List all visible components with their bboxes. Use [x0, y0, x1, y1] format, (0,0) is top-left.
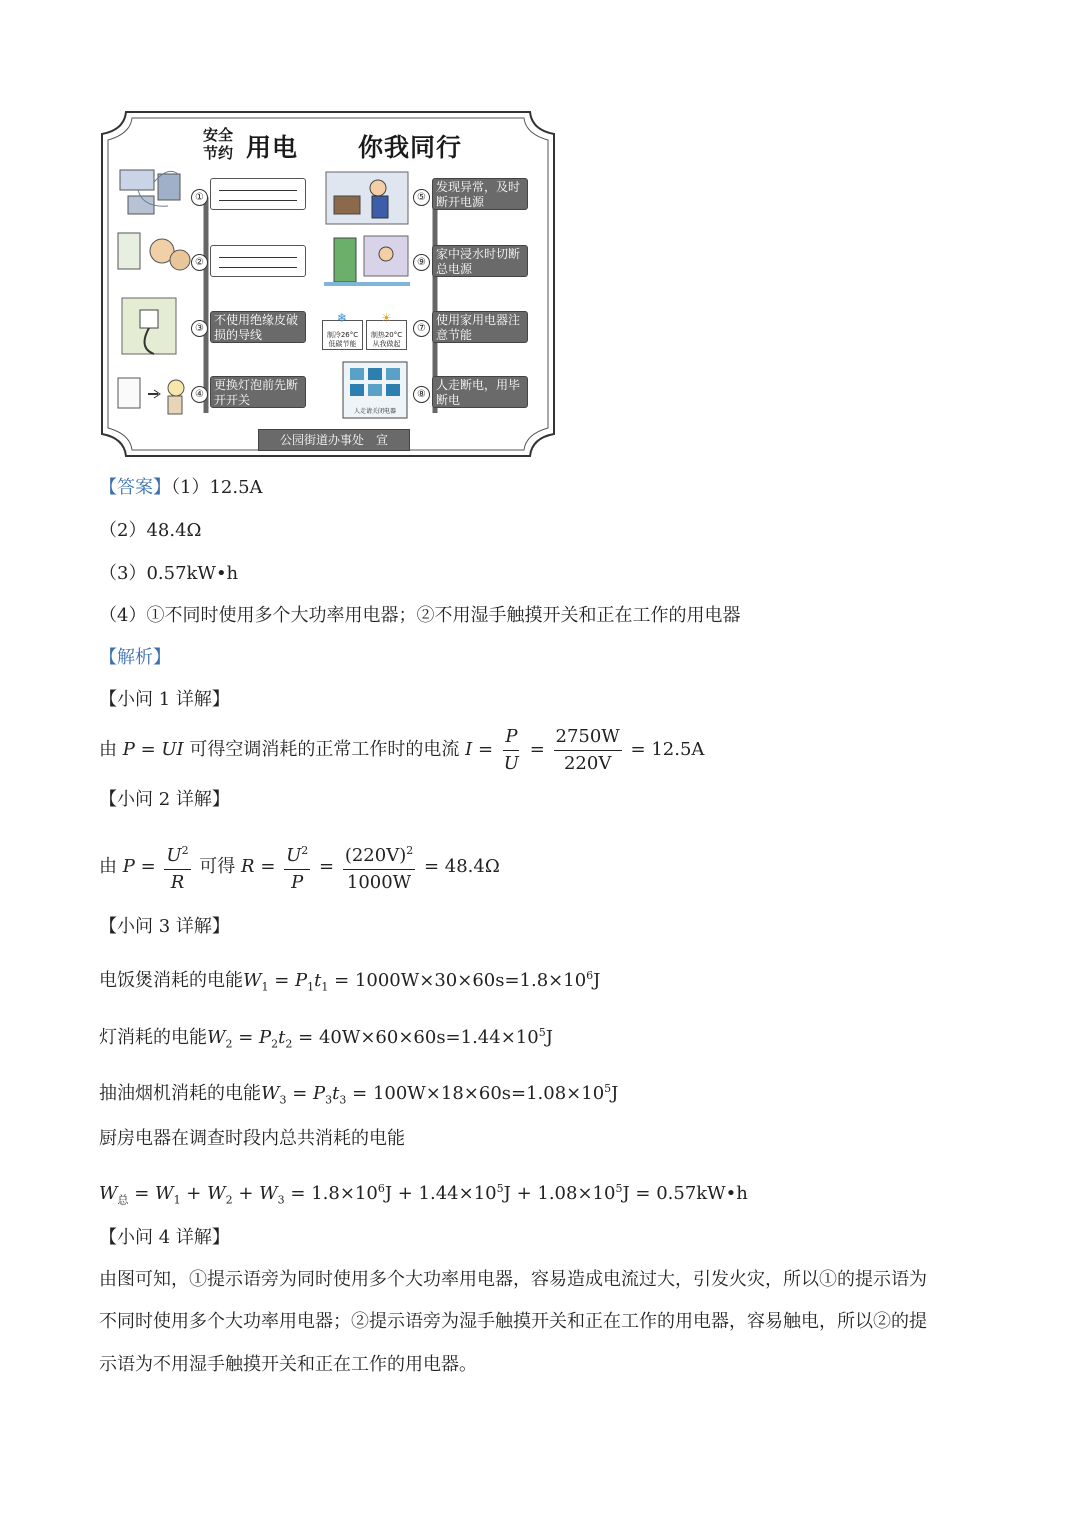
q1-heading: 【小问 1 详解】 — [99, 689, 230, 710]
q1-formula: 由 P = UI 可得空调消耗的正常工作时的电流 I = $\frac{P}{U}$ = $\frac{2750W}{220V}$ = 12.5A — [99, 725, 705, 774]
q3-total-formula: $W_总 = W_1 + W_2 + W_3 = 1.8\times 10^6J + 1.44\times 10^5J + 1.08\times 10^5J$ = 0.57kW•h — [99, 1182, 748, 1207]
tip-box-4: 更换灯泡前先断开开关 — [210, 376, 306, 408]
marker-5: ⑤ — [413, 189, 430, 206]
marker-1: ① — [191, 189, 208, 206]
answer-1: （1）12.5A — [171, 477, 263, 498]
title-jieyue: 节约 — [202, 144, 233, 162]
q4-paragraph-2: 不同时使用多个大功率用电器；②提示语旁为湿手触摸开关和正在工作的用电器，容易触电，所以②的提 — [99, 1311, 927, 1332]
poster-title-small — [198, 126, 238, 162]
poster-footer: 公园街道办事处 宣 — [258, 429, 410, 451]
ac-cool-label: ❄ 制冷26°C 低碳节能 — [322, 320, 363, 350]
poster-title-main: 你我同行 — [358, 133, 463, 162]
snowflake-icon: ❄ — [337, 311, 348, 325]
q4-heading: 【小问 4 详解】 — [99, 1227, 230, 1248]
marker-4: ④ — [191, 386, 208, 403]
marker-3: ③ — [191, 320, 208, 337]
marker-8: ⑧ — [413, 386, 430, 403]
marker-9: ⑨ — [413, 254, 430, 271]
tip-box-7: 使用家用电器注意节能 — [432, 311, 528, 343]
answer-label: 【答案】 — [99, 477, 171, 498]
title-anquan: 安全 — [202, 126, 233, 144]
q3-range-hood: 抽油烟机消耗的电能$W_3 = P_3t_3 = 100W\times 18\times 60s=1.08\times 10^5J$ — [99, 1082, 619, 1107]
q2-formula: 由 P = $\frac{U^2}{R}$ 可得 R = $\frac{U^2}{P}$ = $\frac{(220V)^2}{1000W}$ = 48.4Ω — [99, 838, 500, 896]
sun-icon: ☀ — [381, 311, 392, 325]
tip-box-3: 不使用绝缘皮破损的导线 — [210, 311, 306, 343]
sign-caption: 人走请关闭电器 — [353, 408, 396, 415]
answer-4: （4）①不同时使用多个大功率用电器；②不用湿手触摸开关和正在工作的用电器 — [99, 605, 741, 626]
tip-box-8: 人走断电，用毕断电 — [432, 376, 528, 408]
tip-box-2-blank — [210, 245, 306, 277]
answer-3: （3）0.57kW•h — [99, 563, 239, 584]
q2-heading: 【小问 2 详解】 — [99, 789, 230, 810]
safety-poster — [98, 108, 558, 460]
q3-rice-cooker: 电饭煲消耗的电能$W_1 = P_1t_1 = 1000W\times 30\times 60s=1.8\times 10^6J$ — [99, 969, 601, 994]
damaged-wire-illustration — [122, 298, 176, 354]
q3-total-text: 厨房电器在调查时段内总共消耗的电能 — [99, 1128, 405, 1149]
q3-lamp: 灯消耗的电能$W_2 = P_2t_2 = 40W\times 60\times 60s=1.44\times 10^5J$ — [99, 1026, 553, 1051]
tip-box-9: 家中浸水时切断总电源 — [432, 245, 528, 277]
analysis-label: 【解析】 — [99, 647, 171, 668]
poster-title-yongdian: 用电 — [246, 133, 299, 162]
q4-paragraph-3: 示语为不用湿手触摸开关和正在工作的用电器。 — [99, 1354, 477, 1375]
ac-heat-label: ☀ 制热20°C 从我做起 — [366, 320, 407, 350]
q4-paragraph-1: 由图可知，①提示语旁为同时使用多个大功率用电器，容易造成电流过大，引发火灾，所以①的提示语为 — [99, 1269, 927, 1290]
q3-heading: 【小问 3 详解】 — [99, 916, 230, 937]
answer-2: （2）48.4Ω — [99, 520, 202, 541]
abnormal-fire-illustration — [326, 172, 408, 224]
tip-box-5: 发现异常，及时断开电源 — [432, 178, 528, 210]
marker-7: ⑦ — [413, 320, 430, 337]
answer-line-1 — [99, 474, 263, 502]
marker-2: ② — [191, 254, 208, 271]
tip-box-1-blank — [210, 178, 306, 210]
